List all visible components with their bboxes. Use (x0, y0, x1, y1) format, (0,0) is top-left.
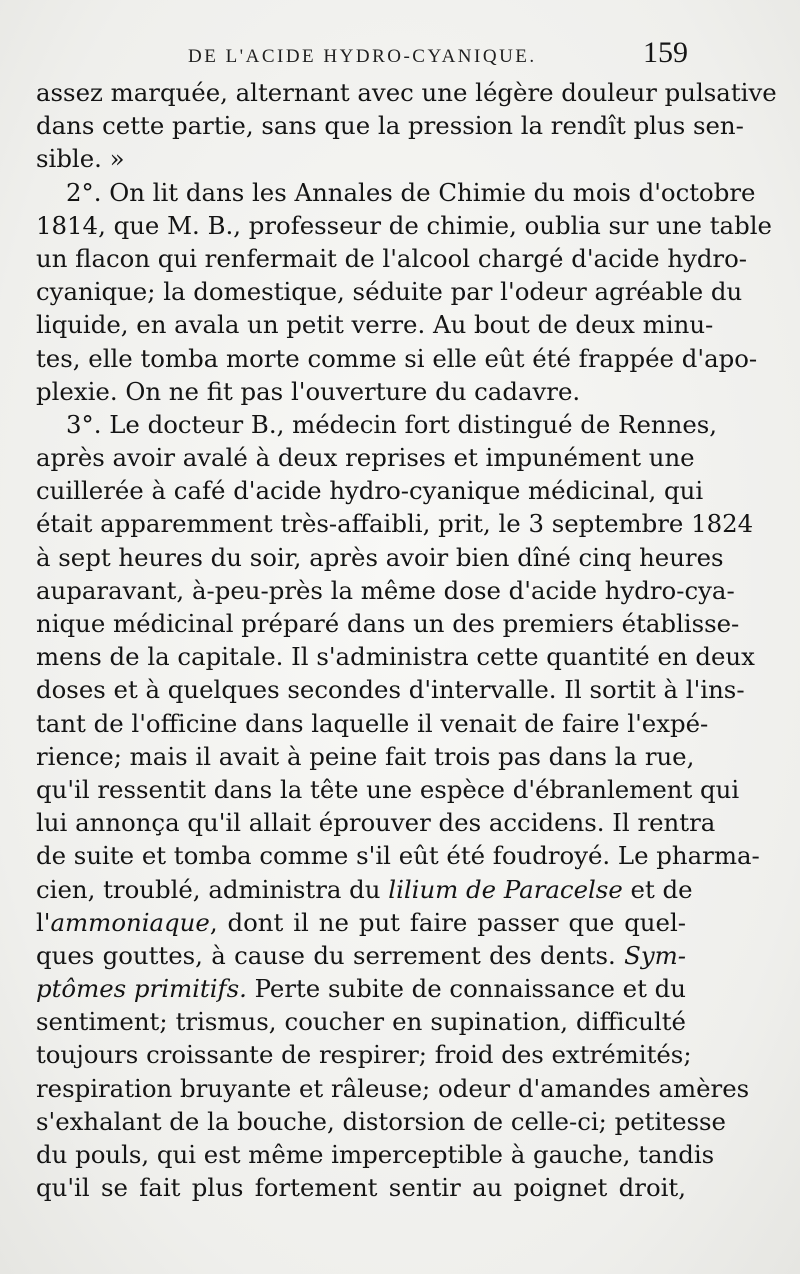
text-line (36, 939, 686, 972)
text-line: s'exhalant de la bouche, distorsion de celle-ci; petitesse (36, 1106, 726, 1136)
text-line: auparavant, à-peu-près la même dose d'acide hydro-cya- (36, 575, 735, 605)
text-line: doses et à quelques secondes d'intervalle. Il sortit à l'ins- (36, 675, 745, 705)
italic-heading: ptômes primitifs. (36, 974, 247, 1004)
text-line: cuillerée à café d'acide hydro-cyanique médicinal, qui (36, 476, 704, 506)
italic-heading: Sym- (624, 940, 686, 970)
text-span: l' (36, 907, 51, 937)
text-line: tes, elle tomba morte comme si elle eût été frappée d'apo- (36, 343, 758, 373)
text-line: rience; mais il avait à peine fait trois pas dans la rue, (36, 741, 695, 771)
text-span: , dont il ne put faire passer que quel- (209, 907, 686, 937)
text-line: un flacon qui renfermait de l'alcool chargé d'acide hydro- (36, 243, 748, 273)
running-head: DE L'ACIDE HYDRO-CYANIQUE. (188, 46, 537, 67)
text-line: du pouls, qui est même imperceptible à gauche, tandis (36, 1140, 715, 1169)
text-line: lui annonça qu'il allait éprouver des accidens. Il rentra (36, 808, 716, 838)
italic-title: lilium de Paracelse (388, 874, 623, 904)
text-line: dans cette partie, sans que la pression la rendît plus sen- (36, 111, 744, 141)
text-line: assez marquée, alternant avec une légère douleur pulsative (36, 78, 777, 107)
text-line: à sept heures du soir, après avoir bien dîné cinq heures (36, 542, 724, 572)
text-line: cyanique; la domestique, séduite par l'odeur agréable du (36, 277, 743, 307)
text-line: après avoir avalé à deux reprises et impunément une (36, 443, 695, 473)
text-line: qu'il ressentit dans la tête une espèce d'ébranlement qui (36, 774, 740, 804)
text-line: respiration bruyante et râleuse; odeur d'amandes amères (36, 1073, 750, 1103)
text-span: Perte subite de connaissance et du (246, 974, 686, 1004)
page-number: 159 (643, 36, 688, 69)
text-line: tant de l'officine dans laquelle il venait de faire l'expé- (36, 708, 709, 738)
text-line (36, 906, 686, 939)
text-line: était apparemment très-affaibli, prit, le 3 septembre 1824 (36, 509, 754, 539)
text-line: sentiment; trismus, coucher en supination, difficulté (36, 1007, 686, 1037)
text-line: liquide, en avala un petit verre. Au bout de deux minu- (36, 310, 714, 340)
text-line: 1814, que M. B., professeur de chimie, oublia sur une table (36, 210, 772, 240)
text-line (36, 873, 693, 906)
text-line (36, 972, 686, 1005)
text-line: nique médicinal préparé dans un des premiers établisse- (36, 609, 740, 638)
text-span: cien, troublé, administra du (36, 874, 389, 904)
text-span: ques gouttes, à cause du serrement des dents. (36, 940, 625, 970)
body-text (36, 76, 777, 1204)
text-line: qu'il se fait plus fortement sentir au poignet droit, (36, 1173, 686, 1203)
page-header (40, 36, 688, 76)
italic-term: ammoniaque (50, 907, 210, 937)
text-line: mens de la capitale. Il s'administra cette quantité en deux (36, 642, 755, 672)
text-line: de suite et tomba comme s'il eût été foudroyé. Le pharma- (36, 841, 760, 871)
text-line: plexie. On ne fit pas l'ouverture du cadavre. (36, 376, 581, 406)
text-span: et de (622, 874, 693, 904)
text-line: sible. » (36, 144, 125, 174)
text-line: 3°. Le docteur B., médecin fort distingué de Rennes, (66, 409, 718, 439)
text-line: 2°. On lit dans les Annales de Chimie du mois d'octobre (66, 177, 756, 207)
text-line: toujours croissante de respirer; froid des extrémités; (36, 1040, 692, 1070)
